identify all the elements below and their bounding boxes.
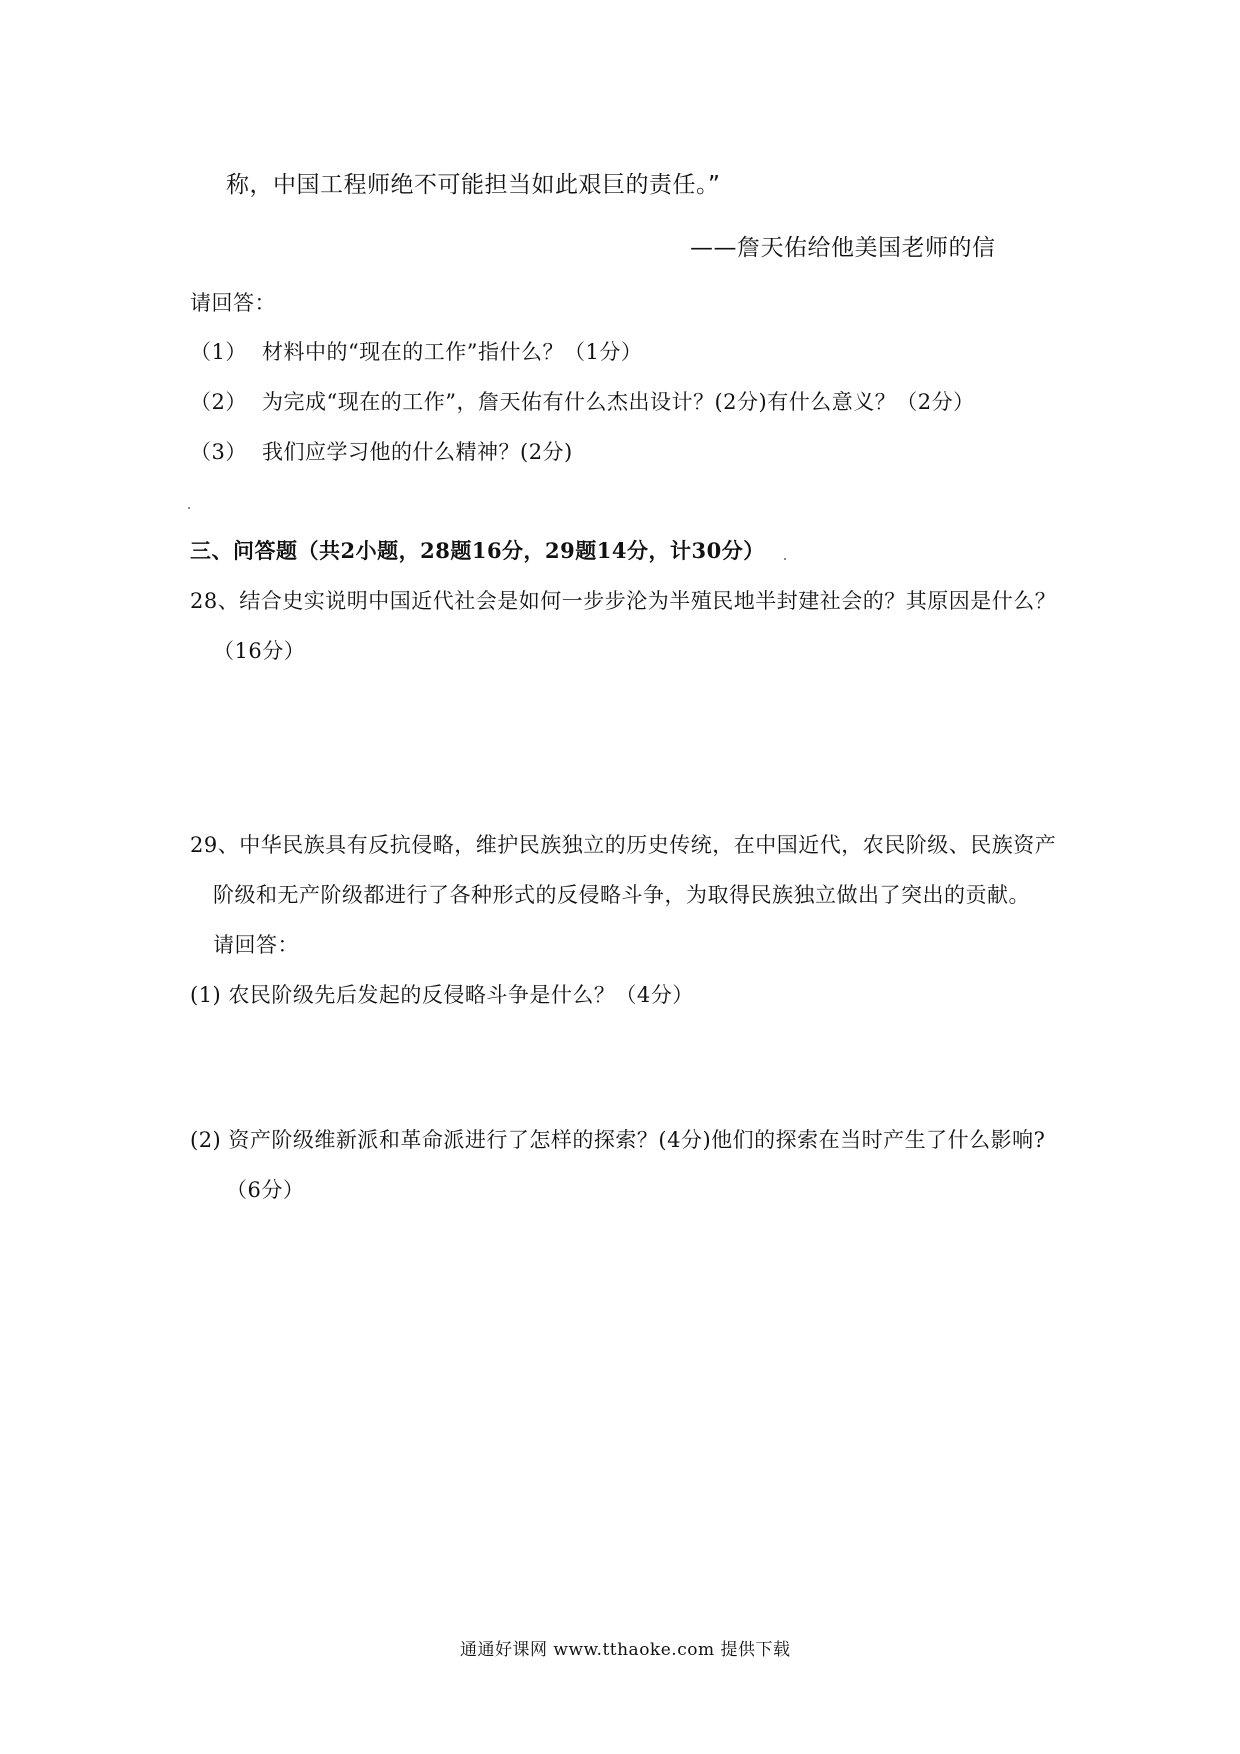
- q27-item-3-text: 我们应学习他的什么精神？(2分): [262, 440, 573, 464]
- q27-item-1-text: 材料中的“现在的工作”指什么？（1分）: [262, 340, 643, 364]
- q27-item-3-number: （3）: [190, 440, 247, 464]
- q27-prompt: 请回答：: [190, 291, 276, 315]
- q27-item-3: [190, 437, 573, 467]
- quote-attribution: ——詹天佑给他美国老师的信: [690, 235, 996, 261]
- q27-item-2: [190, 387, 975, 417]
- scan-speck: [784, 558, 786, 560]
- q28-line-1: 28、结合史实说明中国近代社会是如何一步步沦为半殖民地半封建社会的？其原因是什么？: [190, 589, 1057, 613]
- q29-line-1: 29、中华民族具有反抗侵略，维护民族独立的历史传统，在中国近代，农民阶级、民族资产: [190, 833, 1057, 857]
- section-3-heading: 三、问答题（共2小题，28题16分，29题14分，计30分）: [190, 538, 765, 563]
- quote-tail: 称，中国工程师绝不可能担当如此艰巨的责任。”: [226, 172, 721, 198]
- q27-item-2-number: （2）: [190, 390, 247, 414]
- q27-item-2-text: 为完成“现在的工作”，詹天佑有什么杰出设计？(2分)有什么意义？（2分）: [262, 390, 975, 414]
- q29-line-2: 阶级和无产阶级都进行了各种形式的反侵略斗争，为取得民族独立做出了突出的贡献。: [213, 883, 1030, 907]
- q29-sub-2-line-1: (2) 资产阶级维新派和革命派进行了怎样的探索？(4分)他们的探索在当时产生了什么影响?: [190, 1128, 1046, 1152]
- q29-sub-1: (1) 农民阶级先后发起的反侵略斗争是什么？（4分）: [190, 983, 694, 1007]
- q27-item-1: [190, 337, 642, 367]
- q27-item-1-number: （1）: [190, 340, 247, 364]
- scan-speck: [188, 507, 190, 509]
- q29-sub-2-line-2: （6分）: [226, 1178, 305, 1202]
- footer-download-note: 通通好课网 www.tthaoke.com 提供下载: [460, 1640, 791, 1660]
- q28-line-2: （16分）: [213, 639, 306, 663]
- q29-prompt: 请回答：: [213, 933, 299, 957]
